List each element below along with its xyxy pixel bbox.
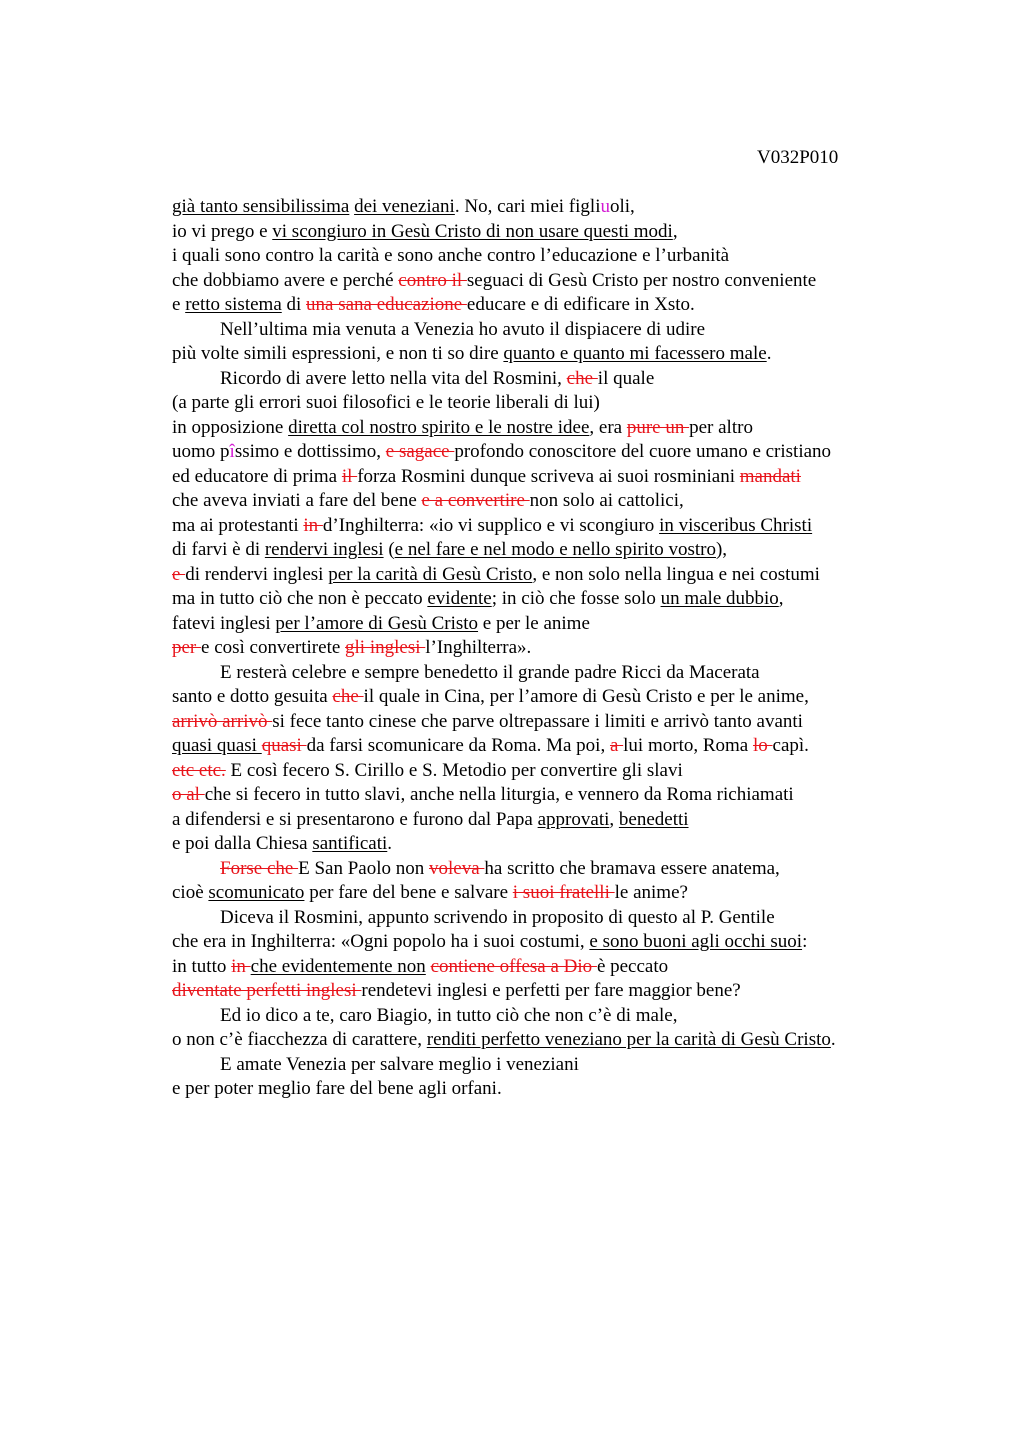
text-segment: ssimo e dottissimo, bbox=[234, 441, 386, 462]
text-segment: e per le anime bbox=[478, 612, 590, 634]
text-segment: Ed io dico a te, caro Biagio, in tutto ciò che non c’è di male, bbox=[220, 1004, 678, 1026]
text-line bbox=[172, 195, 1002, 220]
text-segment: più volte simili espressioni, e non ti so dire bbox=[172, 343, 504, 364]
underlined-text: e sono buoni agli occhi suoi bbox=[589, 931, 803, 952]
deleted-text: i suoi fratelli bbox=[512, 882, 615, 903]
text-segment: lui morto, Roma bbox=[623, 735, 753, 756]
text-segment: d’Inghilterra: «io vi supplico e vi scongiuro bbox=[322, 514, 660, 536]
text-segment: educare e di edificare in Xsto. bbox=[466, 294, 695, 315]
text-segment: non solo ai cattolici, bbox=[529, 490, 684, 511]
underlined-text: in visceribus Christi bbox=[659, 514, 813, 536]
text-line bbox=[172, 1077, 1002, 1102]
underlined-text: già tanto sensibilissima bbox=[172, 196, 350, 217]
text-segment: il quale bbox=[597, 367, 655, 389]
text-segment: in opposizione bbox=[172, 416, 289, 438]
underlined-text: per la carità di Gesù Cristo bbox=[328, 563, 533, 585]
text-line bbox=[172, 391, 1002, 416]
underlined-text: scomunicato bbox=[208, 882, 305, 903]
underlined-text: quanto e quanto mi facessero male bbox=[503, 343, 767, 364]
correction-text: î bbox=[229, 441, 235, 462]
text-segment: Ricordo di avere letto nella vita del Rosmini, bbox=[220, 367, 567, 389]
deleted-text: Forse che bbox=[220, 857, 299, 879]
text-line bbox=[172, 955, 1002, 980]
underlined-text: dei veneziani bbox=[354, 196, 455, 217]
deleted-text: contiene offesa a Dio bbox=[430, 955, 597, 977]
text-segment: rendetevi inglesi e perfetti per fare maggior bene? bbox=[361, 980, 741, 1001]
underlined-text: santificati bbox=[312, 833, 388, 854]
underlined-text: rendervi inglesi bbox=[264, 539, 384, 560]
text-segment: o non c’è fiacchezza di carattere, bbox=[172, 1029, 427, 1050]
deleted-text: una sana educazione bbox=[306, 294, 467, 315]
deleted-text: che bbox=[332, 686, 364, 707]
deleted-text: contro il bbox=[398, 269, 467, 291]
underlined-text: benedetti bbox=[618, 808, 689, 830]
deleted-text: o al bbox=[172, 784, 205, 805]
text-segment: di farvi è di bbox=[172, 539, 265, 560]
text-line bbox=[172, 563, 1002, 588]
text-line bbox=[172, 857, 1002, 882]
text-segment: uomo p bbox=[172, 441, 230, 462]
text-line bbox=[172, 636, 1002, 661]
text-segment: (a parte gli errori suoi filosofici e le teorie liberali di lui) bbox=[172, 392, 600, 413]
text-segment: santo e dotto gesuita bbox=[172, 686, 333, 707]
text-segment: . bbox=[766, 343, 772, 364]
deleted-text: che bbox=[566, 367, 598, 389]
text-line bbox=[172, 318, 1002, 343]
underlined-text: approvati bbox=[537, 808, 610, 830]
text-line bbox=[172, 1053, 1002, 1078]
text-segment: ; in ciò che fosse solo bbox=[491, 588, 661, 609]
transcription-body bbox=[172, 195, 1002, 1102]
text-line bbox=[172, 783, 1002, 808]
text-segment: io vi prego e bbox=[172, 220, 273, 242]
text-line bbox=[172, 808, 1002, 833]
text-line bbox=[172, 220, 1002, 245]
text-line bbox=[172, 979, 1002, 1004]
deleted-text: per bbox=[172, 637, 202, 658]
underlined-text: e nel fare e nel modo e nello spirito vostro bbox=[394, 539, 716, 560]
page-code: V032P010 bbox=[757, 147, 839, 168]
text-line bbox=[172, 661, 1002, 686]
deleted-text: diventate perfetti inglesi bbox=[172, 980, 362, 1001]
text-line bbox=[172, 832, 1002, 857]
deleted-text: etc etc. bbox=[172, 759, 226, 781]
text-segment: in tutto bbox=[172, 955, 232, 977]
deleted-text: e bbox=[172, 563, 186, 585]
text-segment: . No, cari miei figli bbox=[454, 196, 601, 217]
text-segment: e bbox=[172, 294, 186, 315]
text-line bbox=[172, 685, 1002, 710]
text-line bbox=[172, 416, 1002, 441]
text-segment: ma ai protestanti bbox=[172, 514, 304, 536]
deleted-text: mandati bbox=[739, 465, 801, 487]
deleted-text: e a convertire bbox=[421, 490, 530, 511]
deleted-text: in bbox=[231, 955, 251, 977]
text-segment: per altro bbox=[689, 416, 753, 438]
text-line bbox=[172, 1028, 1002, 1053]
text-line bbox=[172, 514, 1002, 539]
underlined-text: renditi perfetto veneziano per la carità di Gesù Cristo bbox=[426, 1029, 831, 1050]
text-segment: E amate Venezia per salvare meglio i veneziani bbox=[220, 1053, 579, 1075]
text-segment: profondo conoscitore del cuore umano e cristiano bbox=[454, 441, 832, 462]
text-line bbox=[172, 367, 1002, 392]
text-segment: da farsi scomunicare da Roma. Ma poi, bbox=[306, 735, 610, 756]
text-line bbox=[172, 612, 1002, 637]
underlined-text: diretta col nostro spirito e le nostre idee bbox=[288, 416, 590, 438]
text-segment: seguaci di Gesù Cristo per nostro conveniente bbox=[466, 269, 817, 291]
text-segment: ), bbox=[715, 539, 728, 560]
text-line bbox=[172, 293, 1002, 318]
text-segment: i quali sono contro la carità e sono anche contro l’educazione e l’urbanità bbox=[172, 245, 730, 266]
deleted-text: il bbox=[341, 465, 358, 487]
underlined-text: vi scongiuro in Gesù Cristo di non usare questi modi bbox=[272, 220, 673, 242]
text-segment: e così convertirete bbox=[201, 637, 346, 658]
text-segment: ma in tutto ciò che non è peccato bbox=[172, 588, 428, 609]
deleted-text: voleva bbox=[428, 857, 485, 879]
underlined-text: retto sistema bbox=[185, 294, 282, 315]
text-segment: ha scritto che bramava essere anatema, bbox=[484, 857, 780, 879]
text-segment: di rendervi inglesi bbox=[185, 563, 329, 585]
text-segment: cioè bbox=[172, 882, 209, 903]
underlined-text: evidente bbox=[427, 588, 492, 609]
deleted-text: lo bbox=[752, 735, 773, 756]
text-segment: . bbox=[387, 833, 393, 854]
text-segment: ( bbox=[383, 539, 395, 560]
deleted-text: pure un bbox=[626, 416, 690, 438]
text-segment: le anime? bbox=[614, 882, 688, 903]
text-line bbox=[172, 244, 1002, 269]
text-line bbox=[172, 1004, 1002, 1029]
text-segment: fatevi inglesi bbox=[172, 612, 276, 634]
text-segment: di bbox=[281, 294, 307, 315]
text-segment: E resterà celebre e sempre benedetto il grande padre Ricci da Macerata bbox=[220, 661, 760, 683]
text-line bbox=[172, 465, 1002, 490]
text-segment: E così fecero S. Cirillo e S. Metodio per convertire gli slavi bbox=[225, 759, 683, 781]
text-segment: e per poter meglio fare del bene agli orfani. bbox=[172, 1078, 502, 1099]
text-line bbox=[172, 269, 1002, 294]
text-segment: , era bbox=[589, 416, 627, 438]
text-line bbox=[172, 440, 1002, 465]
deleted-text: in bbox=[303, 514, 323, 536]
text-segment: l’Inghilterra». bbox=[425, 637, 532, 658]
text-segment: Diceva il Rosmini, appunto scrivendo in proposito di questo al P. Gentile bbox=[220, 906, 775, 928]
text-segment: che aveva inviati a fare del bene bbox=[172, 490, 422, 511]
text-segment: che era in Inghilterra: «Ogni popolo ha i suoi costumi, bbox=[172, 931, 590, 952]
text-segment: ed educatore di prima bbox=[172, 465, 342, 487]
text-segment: E San Paolo non bbox=[298, 857, 429, 879]
text-segment: , bbox=[778, 588, 784, 609]
text-segment: per fare del bene e salvare bbox=[304, 882, 513, 903]
deleted-text: a bbox=[609, 735, 624, 756]
text-line bbox=[172, 881, 1002, 906]
text-segment: oli, bbox=[609, 196, 635, 217]
text-segment: , bbox=[609, 808, 619, 830]
text-segment: il quale in Cina, per l’amore di Gesù Cristo e per le anime, bbox=[363, 686, 809, 707]
text-segment: . bbox=[830, 1029, 836, 1050]
text-segment: si fece tanto cinese che parve oltrepassare i limiti e arrivò tanto avanti bbox=[272, 710, 803, 732]
text-line bbox=[172, 538, 1002, 563]
deleted-text: quasi bbox=[261, 735, 307, 756]
deleted-text: gli inglesi bbox=[345, 637, 426, 658]
text-line bbox=[172, 734, 1002, 759]
text-segment: forza Rosmini dunque scriveva ai suoi rosminiani bbox=[357, 465, 740, 487]
underlined-text: un male dubbio bbox=[660, 588, 779, 609]
text-segment: , bbox=[672, 220, 678, 242]
text-line bbox=[172, 906, 1002, 931]
text-segment: che dobbiamo avere e perché bbox=[172, 269, 399, 291]
text-line bbox=[172, 710, 1002, 735]
text-segment: , e non solo nella lingua e nei costumi bbox=[532, 563, 820, 585]
text-line bbox=[172, 489, 1002, 514]
text-segment: capì. bbox=[772, 735, 809, 756]
underlined-text: che evidentemente non bbox=[250, 955, 426, 977]
text-line bbox=[172, 930, 1002, 955]
text-segment: Nell’ultima mia venuta a Venezia ho avuto il dispiacere di udire bbox=[220, 318, 706, 340]
text-segment: e poi dalla Chiesa bbox=[172, 833, 313, 854]
text-line bbox=[172, 587, 1002, 612]
deleted-text: arrivò arrivò bbox=[172, 710, 273, 732]
underlined-text: per l’amore di Gesù Cristo bbox=[275, 612, 479, 634]
correction-text: u bbox=[600, 196, 610, 217]
text-line bbox=[172, 759, 1002, 784]
underlined-text: quasi quasi bbox=[172, 735, 262, 756]
text-segment: : bbox=[802, 931, 808, 952]
text-segment: che si fecero in tutto slavi, anche nella liturgia, e vennero da Roma richiamati bbox=[204, 784, 794, 805]
deleted-text: e sagace bbox=[385, 441, 455, 462]
text-line bbox=[172, 342, 1002, 367]
text-segment: è peccato bbox=[596, 955, 669, 977]
text-segment: a difendersi e si presentarono e furono dal Papa bbox=[172, 808, 538, 830]
